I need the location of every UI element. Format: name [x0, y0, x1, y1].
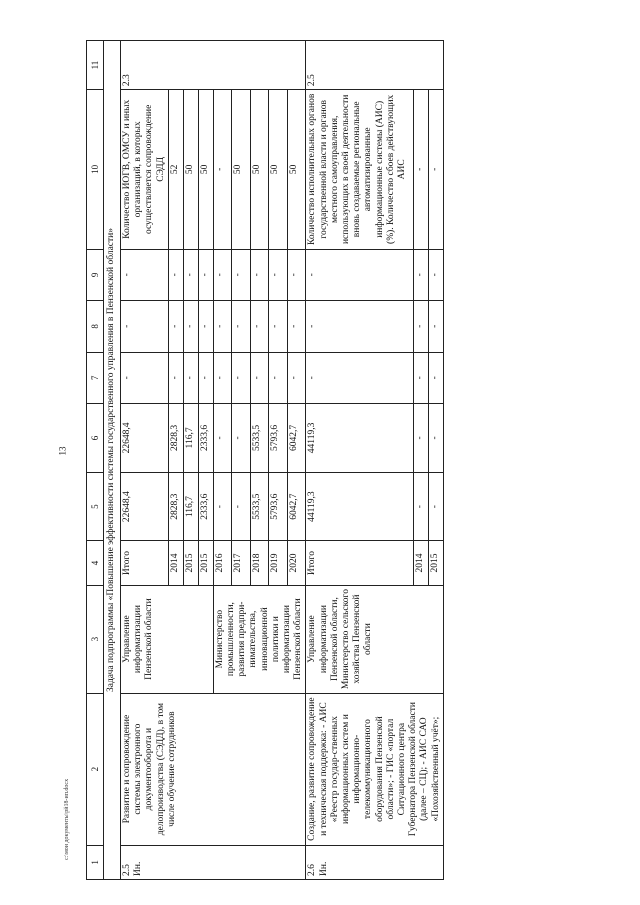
value-cell: -: [232, 249, 251, 301]
year-cell: 2014: [168, 541, 183, 585]
rotated-table-page: [86, 40, 606, 880]
table-row: [121, 41, 169, 880]
year-cell: 2017: [232, 541, 251, 585]
value-cell: -: [183, 352, 198, 404]
value-cell: -: [250, 352, 269, 404]
row25-total-7: -: [121, 352, 169, 404]
program-table: [86, 40, 444, 880]
row25-total-6: 22648,4: [121, 404, 169, 473]
row25-activity: Развитие и сопровождение системы электронного документооборота и делопроизводства (СЭДД), в том числе обучение сотрудников: [121, 693, 306, 845]
value-cell: -: [168, 301, 183, 353]
value-cell: -: [269, 301, 288, 353]
value-cell: -: [428, 404, 443, 473]
value-cell: 5793,6: [269, 472, 288, 541]
col-header-3: 3: [87, 585, 104, 693]
value-cell: -: [287, 301, 306, 353]
value-cell: 116,7: [183, 472, 198, 541]
value-cell: -: [413, 472, 428, 541]
row25-ref: 2.3: [121, 41, 306, 90]
value-cell: 50: [269, 90, 288, 249]
value-cell: -: [232, 301, 251, 353]
value-cell: 2828,3: [168, 404, 183, 473]
value-cell: 5533,5: [250, 404, 269, 473]
row26-total-8: -: [306, 301, 413, 353]
value-cell: -: [198, 249, 213, 301]
row26-total-6: 44119,3: [306, 404, 413, 473]
value-cell: 50: [183, 90, 198, 249]
value-cell: -: [413, 352, 428, 404]
value-cell: 50: [287, 90, 306, 249]
value-cell: -: [287, 352, 306, 404]
row26-total-5: 44119,3: [306, 472, 413, 541]
value-cell: 5533,5: [250, 472, 269, 541]
value-cell: -: [428, 472, 443, 541]
year-cell: 2015: [428, 541, 443, 585]
column-number-row: [87, 41, 104, 880]
value-cell: -: [413, 404, 428, 473]
row25-number: 2.5 Ин.: [121, 845, 306, 879]
value-cell: 2333,6: [198, 472, 213, 541]
value-cell: 50: [250, 90, 269, 249]
value-cell: -: [168, 352, 183, 404]
value-cell: 2333,6: [198, 404, 213, 473]
value-cell: -: [168, 249, 183, 301]
row26-ref: 2.5: [306, 41, 443, 90]
row26-indicator: Количество исполнительных органов государственной власти и органов местного самоуправления, использующих в своей деятельности вновь создаваемые региональные автоматизированные информационные системы (АИС) (%). Количество сбоев действующих АИС: [306, 90, 413, 249]
row25-executor-2: Министерство промышленности, развития предпри-нимательства, инновационной политики и информатизации Пензенской области: [213, 585, 306, 693]
value-cell: 52: [168, 90, 183, 249]
row25-total-8: -: [121, 301, 169, 353]
value-cell: -: [250, 249, 269, 301]
value-cell: -: [198, 301, 213, 353]
value-cell: -: [213, 472, 232, 541]
value-cell: -: [183, 249, 198, 301]
value-cell: -: [213, 301, 232, 353]
value-cell: -: [213, 404, 232, 473]
row25-executor-1: Управление информатизации Пензенской области: [121, 585, 169, 693]
row25-total-label: Итого: [121, 541, 169, 585]
value-cell: -: [428, 90, 443, 249]
value-cell: 50: [198, 90, 213, 249]
value-cell: 6042,7: [287, 404, 306, 473]
col-header-5: 5: [87, 472, 104, 541]
col-header-6: 6: [87, 404, 104, 473]
row26-total-label: Итого: [306, 541, 413, 585]
row25-total-9: -: [121, 249, 169, 301]
col-header-7: 7: [87, 352, 104, 404]
value-cell: -: [198, 352, 213, 404]
value-cell: -: [428, 352, 443, 404]
value-cell: -: [428, 249, 443, 301]
subprogram-title: Задача подпрограммы «Повышение эффективности системы государственного управления в Пензенской области»: [104, 41, 121, 880]
year-cell: 2018: [250, 541, 269, 585]
col-header-10: 10: [87, 90, 104, 249]
value-cell: -: [250, 301, 269, 353]
value-cell: -: [213, 249, 232, 301]
value-cell: -: [287, 249, 306, 301]
value-cell: 6042,7: [287, 472, 306, 541]
row25-indicator: Количество ИОГВ, ОМСУ и иных организаций, в которых осуществляется сопровождение СЭДД: [121, 90, 169, 249]
row26-total-9: -: [306, 249, 413, 301]
value-cell: -: [232, 472, 251, 541]
value-cell: -: [413, 249, 428, 301]
value-cell: -: [269, 352, 288, 404]
row25-total-5: 22648,4: [121, 472, 169, 541]
row26-executor: Управление информатизации Пензенской области, Министерство сельского хозяйства Пензенской области: [306, 585, 443, 693]
value-cell: -: [269, 249, 288, 301]
col-header-4: 4: [87, 541, 104, 585]
value-cell: 2828,3: [168, 472, 183, 541]
year-cell: 2020: [287, 541, 306, 585]
value-cell: -: [213, 352, 232, 404]
value-cell: -: [232, 404, 251, 473]
row25-executor-1-cont: [168, 585, 213, 693]
year-cell: 2015: [183, 541, 198, 585]
year-cell: 2015: [198, 541, 213, 585]
value-cell: 116,7: [183, 404, 198, 473]
value-cell: -: [232, 352, 251, 404]
row26-number: 2.6 Ин.: [306, 845, 443, 879]
row26-activity: Создание, развитие сопровождение и техническая поддержка: - АИС «Реестр государ-ственных информационных систем и информационно-телекоммуникационного оборудования Пензенской области»; - ГИС «портал Ситуационного центра Губернатора Пензенской области (далее – СЦ); - АИС САО «Похозяйственный учёт»;: [306, 693, 443, 845]
year-cell: 2019: [269, 541, 288, 585]
page-number: 13: [57, 446, 68, 456]
subprogram-title-row: [104, 41, 121, 880]
value-cell: -: [213, 90, 232, 249]
col-header-9: 9: [87, 249, 104, 301]
col-header-8: 8: [87, 301, 104, 353]
table-row: [306, 41, 413, 880]
col-header-1: 1: [87, 845, 104, 879]
value-cell: -: [413, 90, 428, 249]
col-header-2: 2: [87, 693, 104, 845]
footer-file-path: c:\мои документы\рй18-ип.docx: [64, 778, 70, 860]
value-cell: -: [413, 301, 428, 353]
col-header-11: 11: [87, 41, 104, 90]
row26-total-7: -: [306, 352, 413, 404]
value-cell: 50: [232, 90, 251, 249]
value-cell: 5793,6: [269, 404, 288, 473]
value-cell: -: [428, 301, 443, 353]
year-cell: 2016: [213, 541, 232, 585]
year-cell: 2014: [413, 541, 428, 585]
value-cell: -: [183, 301, 198, 353]
